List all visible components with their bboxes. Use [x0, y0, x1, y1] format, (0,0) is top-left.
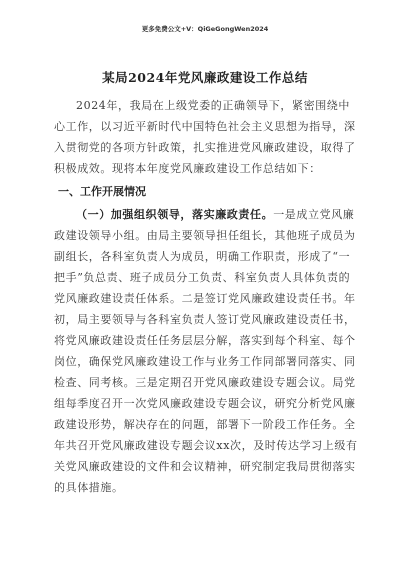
- subsection-lead: （一）加强组织领导，落实廉政责任。: [76, 208, 274, 221]
- header-note: 更多免费公文+V：QiGeGongWen2024: [141, 25, 269, 33]
- intro-paragraph: 2024年，我局在上级党委的正确领导下，紧密围绕中心工作，以习近平新时代中国特色社会主义思想为指导，深入贯彻党的各项方针政策，扎实推进党风廉政建设，取得了积极成效。现将本年度党风廉政建设工作总结如下：: [54, 99, 356, 175]
- subsection-paragraph: [54, 204, 359, 498]
- section-heading: 一、工作开展情况: [58, 185, 146, 198]
- document-title: 某局2024年党风廉政建设工作总结: [102, 70, 308, 85]
- subsection-text: 一是成立党风廉政建设领导小组。由局主要领导担任组长，其他班子成员为副组长，各科室负责人为成员，明确工作职责，形成了“一把手”负总责、班子成员分工负责、科室负责人具体负责的党风廉政建设责任体系。二是签订党风廉政建设责任书。年初，局主要领导与各科室负责人签订党风廉政建设责任书，将党风廉政建设责任任务层层分解，落实到每个科室、每个岗位，确保党风廉政建设工作与业务工作同部署同落实、同检查、同考核。三是定期召开党风廉政建设专题会议。局党组每季度召开一次党风廉政建设专题会议，研究分析党风廉政建设形势，解决存在的问题，部署下一阶段工作任务。全年共召开党风廉政建设专题会议xx次，及时传达学习上级有关党风廉政建设的文件和会议精神，研究制定我局贯彻落实的具体措施。: [54, 208, 358, 494]
